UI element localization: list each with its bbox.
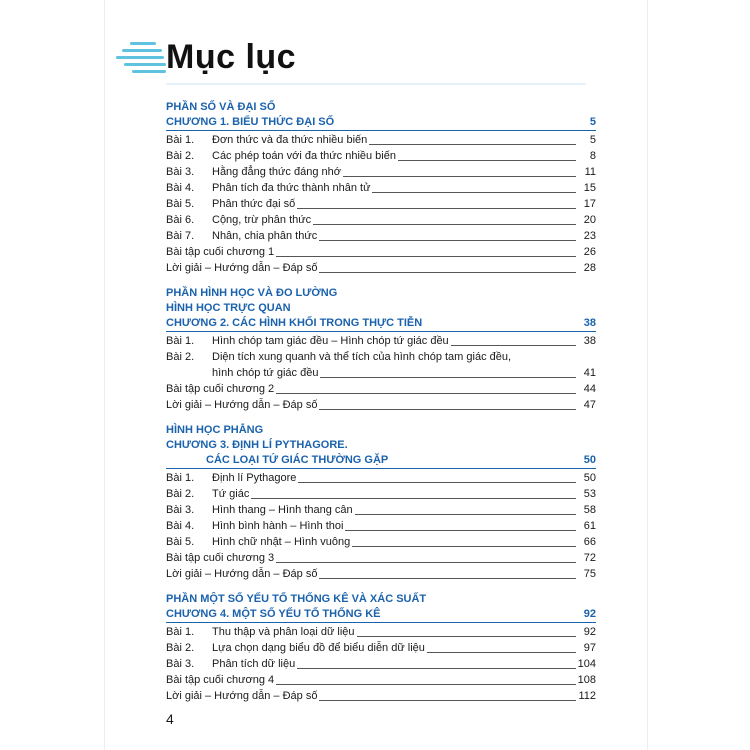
toc-entry[interactable] xyxy=(166,567,596,582)
page-number: 4 xyxy=(166,711,174,727)
chapter-page-number: 38 xyxy=(583,317,596,329)
toc-section xyxy=(166,286,596,413)
lesson-title: Lời giải – Hướng dẫn – Đáp số xyxy=(166,690,318,702)
toc-entry[interactable] xyxy=(166,535,596,550)
entry-page-number: 23 xyxy=(583,230,596,242)
dot-leader xyxy=(251,497,576,499)
dot-leader xyxy=(355,513,576,515)
page-title: Mục lục xyxy=(166,38,297,76)
dot-leader xyxy=(319,239,576,241)
dot-leader xyxy=(451,344,576,346)
chapter-heading[interactable] xyxy=(166,453,596,469)
lesson-title: Lời giải – Hướng dẫn – Đáp số xyxy=(166,399,318,411)
toc-entry[interactable] xyxy=(166,261,596,276)
lesson-title: Hình thang – Hình thang cân xyxy=(212,504,353,516)
toc-entry[interactable] xyxy=(166,245,596,260)
lesson-number: Bài 1. xyxy=(166,335,195,347)
lesson-number: Bài 3. xyxy=(166,658,195,670)
lesson-title: Phân tích dữ liệu xyxy=(212,658,296,670)
lesson-number: Bài 1. xyxy=(166,472,195,484)
lesson-title: Diện tích xung quanh và thể tích của hình chóp tam giác đều, xyxy=(212,351,512,363)
toc-entry[interactable] xyxy=(166,487,596,502)
entry-page-number: 47 xyxy=(583,399,596,411)
chapter-heading-line1: CHƯƠNG 3. ĐỊNH LÍ PYTHAGORE. xyxy=(166,439,348,451)
part-heading: PHẦN MỘT SỐ YẾU TỐ THỐNG KÊ VÀ XÁC SUẤT xyxy=(166,593,427,605)
lesson-title: Các phép toán với đa thức nhiều biến xyxy=(212,150,396,162)
toc-section xyxy=(166,592,596,704)
toc-entry[interactable] xyxy=(166,398,596,413)
toc-entry[interactable] xyxy=(166,551,596,566)
entry-page-number: 17 xyxy=(583,198,596,210)
lesson-number: Bài 2. xyxy=(166,150,195,162)
entry-page-number: 11 xyxy=(584,166,596,178)
lesson-title: Bài tập cuối chương 1 xyxy=(166,246,275,258)
entry-page-number: 28 xyxy=(583,262,596,274)
part-heading: HÌNH HỌC PHẲNG xyxy=(166,424,264,436)
chapter-page-number: 92 xyxy=(583,608,596,620)
lesson-title: Hằng đẳng thức đáng nhớ xyxy=(212,166,341,178)
dot-leader xyxy=(297,667,575,669)
entry-page-number: 66 xyxy=(583,536,596,548)
toc-entry[interactable] xyxy=(166,519,596,534)
dot-leader xyxy=(276,255,576,257)
toc-entry[interactable] xyxy=(166,689,596,704)
dot-leader xyxy=(276,683,575,685)
chapter-title: CHƯƠNG 2. CÁC HÌNH KHỐI TRONG THỰC TIỄN xyxy=(166,317,423,329)
part-heading: HÌNH HỌC TRỰC QUAN xyxy=(166,302,291,314)
dot-leader xyxy=(427,651,576,653)
lesson-title-continued: hình chóp tứ giác đều xyxy=(212,367,319,379)
dot-leader xyxy=(297,207,576,209)
chapter-heading[interactable] xyxy=(166,115,596,131)
dot-leader xyxy=(319,408,576,410)
lesson-title: Cộng, trừ phân thức xyxy=(212,214,312,226)
dot-leader xyxy=(357,635,576,637)
toc-entry[interactable] xyxy=(166,641,596,656)
lesson-number: Bài 1. xyxy=(166,134,195,146)
part-heading: PHẦN HÌNH HỌC VÀ ĐO LƯỜNG xyxy=(166,287,338,299)
toc-entry[interactable] xyxy=(166,471,596,486)
lesson-title: Hình chữ nhật – Hình vuông xyxy=(212,536,351,548)
entry-page-number: 53 xyxy=(583,488,596,500)
toc-entry[interactable] xyxy=(166,181,596,196)
entry-page-number: 20 xyxy=(583,214,596,226)
entry-page-number: 108 xyxy=(577,674,596,686)
dot-leader xyxy=(343,175,576,177)
toc-section xyxy=(166,100,596,276)
entry-page-number: 61 xyxy=(583,520,596,532)
lesson-title: Bài tập cuối chương 2 xyxy=(166,383,275,395)
chapter-page-number: 50 xyxy=(583,454,596,466)
lesson-title: Đơn thức và đa thức nhiều biến xyxy=(212,134,368,146)
dot-leader xyxy=(298,481,576,483)
title-underline xyxy=(166,83,586,85)
lesson-title: Lời giải – Hướng dẫn – Đáp số xyxy=(166,568,318,580)
toc-entry[interactable] xyxy=(166,382,596,397)
table-of-contents xyxy=(166,100,596,714)
lesson-number: Bài 7. xyxy=(166,230,195,242)
lesson-number: Bài 5. xyxy=(166,198,195,210)
lesson-title: Phân tích đa thức thành nhân tử xyxy=(212,182,371,194)
entry-page-number: 112 xyxy=(578,690,596,702)
toc-entry[interactable] xyxy=(166,197,596,212)
toc-entry[interactable] xyxy=(166,673,596,688)
dot-leader xyxy=(345,529,576,531)
chapter-page-number: 5 xyxy=(589,116,596,128)
lesson-number: Bài 5. xyxy=(166,536,195,548)
toc-entry[interactable] xyxy=(166,229,596,244)
toc-entry[interactable] xyxy=(166,657,596,672)
lesson-number: Bài 2. xyxy=(166,351,195,363)
toc-entry[interactable] xyxy=(166,503,596,518)
lesson-number: Bài 6. xyxy=(166,214,195,226)
toc-entry-continued[interactable] xyxy=(166,366,596,381)
toc-entry[interactable] xyxy=(166,334,596,349)
lesson-title: Bài tập cuối chương 3 xyxy=(166,552,275,564)
toc-entry[interactable] xyxy=(166,213,596,228)
entry-page-number: 75 xyxy=(583,568,596,580)
header-stripes-decoration xyxy=(112,40,172,80)
lesson-number: Bài 1. xyxy=(166,626,195,638)
entry-page-number: 8 xyxy=(589,150,596,162)
lesson-number: Bài 3. xyxy=(166,504,195,516)
entry-page-number: 104 xyxy=(577,658,596,670)
lesson-title: Bài tập cuối chương 4 xyxy=(166,674,275,686)
dot-leader xyxy=(319,699,576,701)
chapter-heading[interactable] xyxy=(166,316,596,332)
lesson-number: Bài 4. xyxy=(166,182,195,194)
lesson-title: Phân thức đại số xyxy=(212,198,296,210)
dot-leader xyxy=(352,545,576,547)
lesson-title: Lựa chọn dạng biểu đồ để biểu diễn dữ liệu xyxy=(212,642,425,654)
chapter-title: CHƯƠNG 4. MỘT SỐ YẾU TỐ THỐNG KÊ xyxy=(166,608,381,620)
lesson-number: Bài 2. xyxy=(166,488,195,500)
part-heading: PHẦN SỐ VÀ ĐẠI SỐ xyxy=(166,101,276,113)
toc-entry[interactable] xyxy=(166,625,596,640)
entry-page-number: 38 xyxy=(583,335,596,347)
dot-leader xyxy=(319,271,576,273)
entry-page-number: 41 xyxy=(583,367,596,379)
dot-leader xyxy=(276,392,576,394)
dot-leader xyxy=(372,191,576,193)
entry-page-number: 50 xyxy=(583,472,596,484)
lesson-title: Lời giải – Hướng dẫn – Đáp số xyxy=(166,262,318,274)
toc-entry[interactable] xyxy=(166,133,596,148)
entry-page-number: 15 xyxy=(583,182,596,194)
toc-entry[interactable] xyxy=(166,165,596,180)
entry-page-number: 92 xyxy=(583,626,596,638)
entry-page-number: 5 xyxy=(589,134,596,146)
lesson-title: Hình chóp tam giác đều – Hình chóp tứ giác đều xyxy=(212,335,449,347)
dot-leader xyxy=(276,561,576,563)
dot-leader xyxy=(319,577,576,579)
lesson-title: Hình bình hành – Hình thoi xyxy=(212,520,344,532)
lesson-title: Thu thập và phân loại dữ liệu xyxy=(212,626,355,638)
lesson-number: Bài 4. xyxy=(166,520,195,532)
lesson-title: Định lí Pythagore xyxy=(212,472,297,484)
entry-page-number: 58 xyxy=(583,504,596,516)
toc-entry[interactable] xyxy=(166,149,596,164)
dot-leader xyxy=(398,159,576,161)
entry-page-number: 44 xyxy=(583,383,596,395)
dot-leader xyxy=(313,223,576,225)
lesson-number: Bài 2. xyxy=(166,642,195,654)
toc-section xyxy=(166,423,596,582)
chapter-title: CHƯƠNG 1. BIỂU THỨC ĐẠI SỐ xyxy=(166,116,335,128)
entry-page-number: 97 xyxy=(583,642,596,654)
lesson-title: Nhân, chia phân thức xyxy=(212,230,318,242)
chapter-heading[interactable] xyxy=(166,607,596,623)
toc-entry[interactable] xyxy=(166,350,596,365)
dot-leader xyxy=(369,143,576,145)
lesson-title: Tứ giác xyxy=(212,488,250,500)
chapter-heading-line2: CÁC LOẠI TỨ GIÁC THƯỜNG GẶP xyxy=(206,454,389,466)
entry-page-number: 26 xyxy=(583,246,596,258)
entry-page-number: 72 xyxy=(583,552,596,564)
lesson-number: Bài 3. xyxy=(166,166,195,178)
dot-leader xyxy=(320,376,576,378)
